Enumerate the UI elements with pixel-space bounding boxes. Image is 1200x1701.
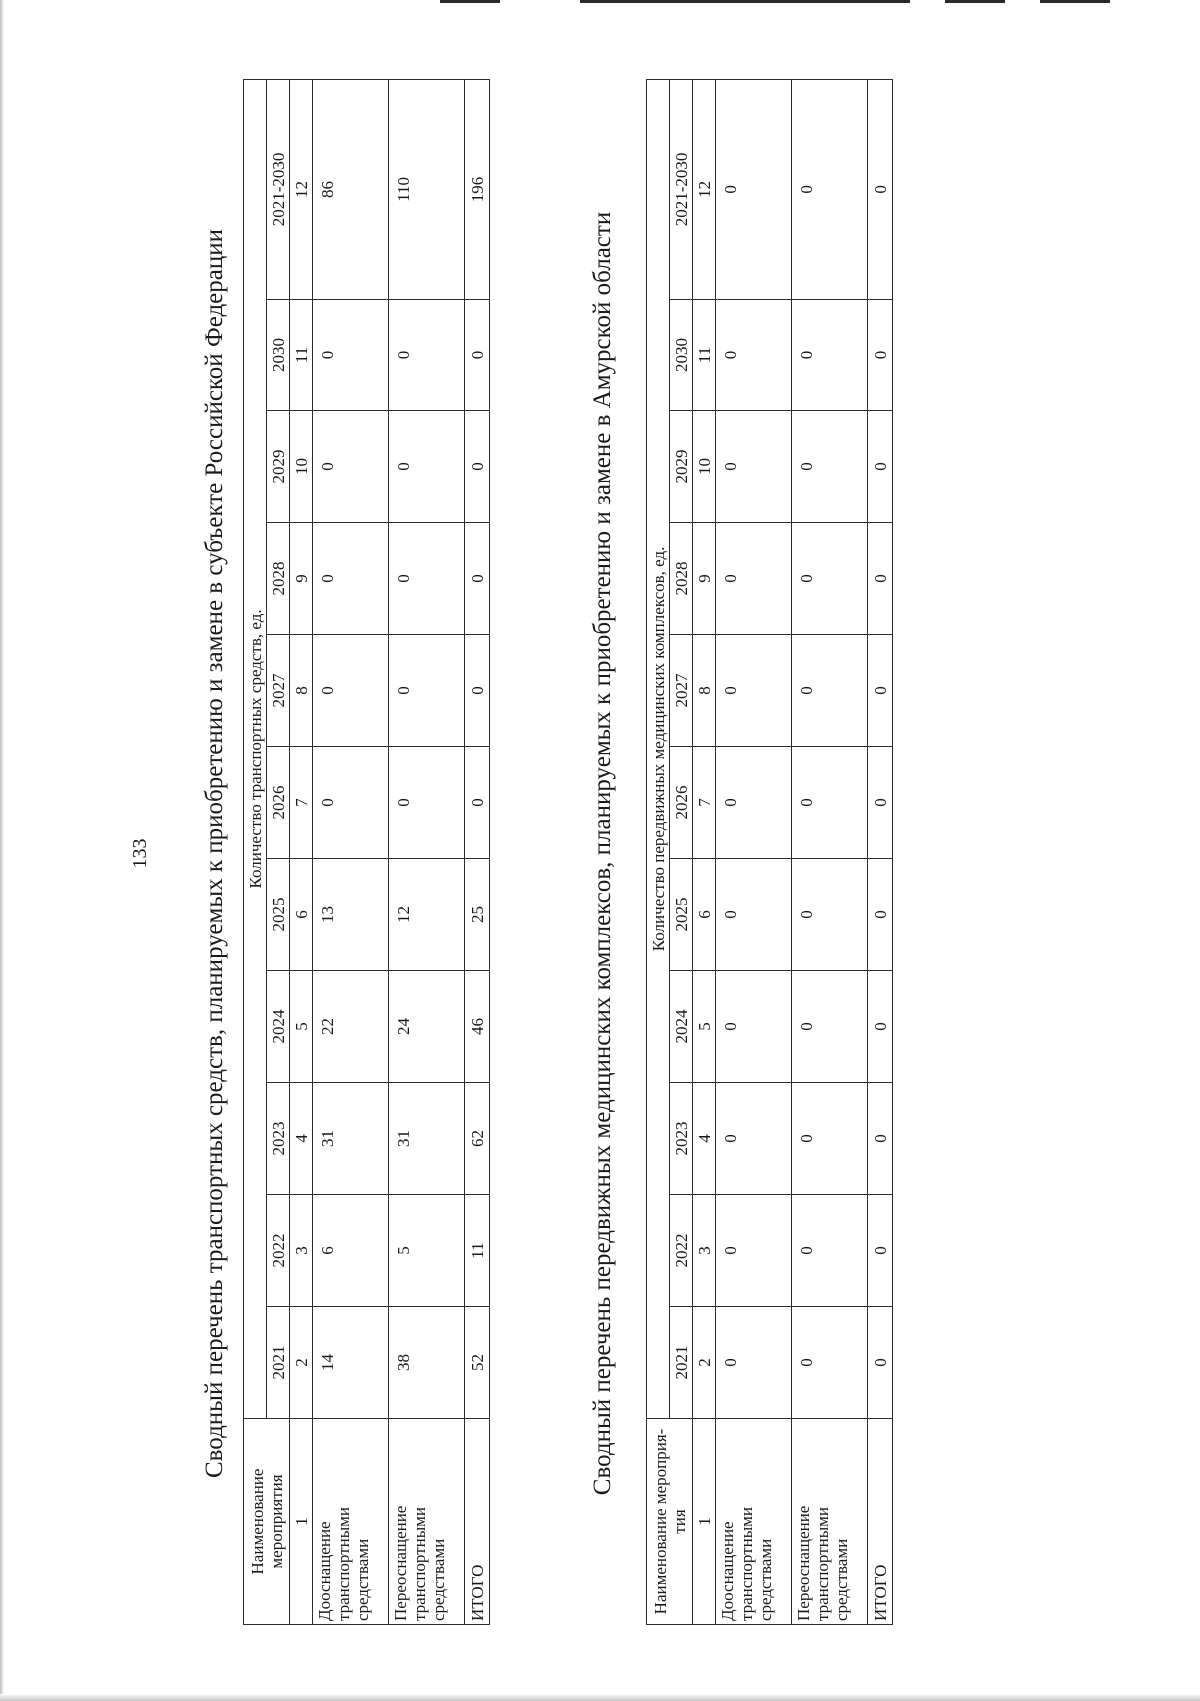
rotated-page bbox=[128, 82, 1200, 1625]
table2-column-number: 12 bbox=[693, 79, 716, 299]
table2-year-header: 2028 bbox=[670, 523, 693, 635]
table2-cell: 0 bbox=[868, 79, 893, 299]
table2-cell: 0 bbox=[716, 859, 792, 971]
table1-column-number: 11 bbox=[290, 300, 313, 411]
table1-name-header: Наименование мероприятия bbox=[244, 1419, 290, 1625]
table2-column-number: 2 bbox=[693, 1307, 716, 1419]
table2-group-header: Количество передвижных медицинских комплексов, ед. bbox=[647, 79, 670, 1418]
table2-cell: 0 bbox=[868, 1307, 893, 1419]
table2-column-number: 10 bbox=[693, 411, 716, 523]
table1-column-number: 8 bbox=[290, 635, 313, 747]
table2-cell: 0 bbox=[716, 635, 792, 747]
table2-year-header: 2022 bbox=[670, 1195, 693, 1307]
table1-year-header: 2030 bbox=[267, 300, 290, 411]
table1-row bbox=[313, 79, 389, 1624]
scan-top-mark bbox=[1040, 0, 1110, 3]
table1-cell: 38 bbox=[389, 1307, 465, 1419]
table1-cell: 196 bbox=[465, 79, 490, 299]
table2-cell: 0 bbox=[792, 523, 868, 635]
table1-cell: 22 bbox=[313, 971, 389, 1083]
table1-year-header: 2023 bbox=[267, 1083, 290, 1195]
table2-year-header: 2026 bbox=[670, 747, 693, 859]
table1-row bbox=[389, 79, 465, 1624]
table1-column-number: 3 bbox=[290, 1195, 313, 1307]
table2-year-header: 2030 bbox=[670, 300, 693, 411]
table1-cell: 5 bbox=[389, 1195, 465, 1307]
table2-row-label: Переоснащение транспортными средствами bbox=[792, 1419, 868, 1625]
table2-year-header: 2025 bbox=[670, 859, 693, 971]
table2-cell: 0 bbox=[716, 411, 792, 523]
table2-column-number: 8 bbox=[693, 635, 716, 747]
table1-cell: 0 bbox=[313, 747, 389, 859]
table2-year-header: 2021 bbox=[670, 1307, 693, 1419]
table2-cell: 0 bbox=[868, 411, 893, 523]
table2-row bbox=[792, 79, 868, 1624]
table2-cell: 0 bbox=[792, 1307, 868, 1419]
table2-cell: 0 bbox=[716, 523, 792, 635]
table2-cell: 0 bbox=[792, 79, 868, 299]
table1-row-label: Дооснащение транспортными средствами bbox=[313, 1419, 389, 1625]
table1-cell: 0 bbox=[313, 523, 389, 635]
table1-cell: 0 bbox=[313, 411, 389, 523]
table1-column-number: 9 bbox=[290, 523, 313, 635]
table2-cell: 0 bbox=[792, 747, 868, 859]
table2-column-number: 3 bbox=[693, 1195, 716, 1307]
table1-cell: 0 bbox=[313, 300, 389, 411]
table2-cell: 0 bbox=[868, 523, 893, 635]
table1-column-number: 5 bbox=[290, 971, 313, 1083]
table1-cell: 31 bbox=[389, 1083, 465, 1195]
table1-cell: 0 bbox=[389, 411, 465, 523]
scan-edge-bottom bbox=[0, 1694, 1200, 1701]
table1-row-label: Переоснащение транспортными средствами bbox=[389, 1419, 465, 1625]
table1-cell: 0 bbox=[465, 300, 490, 411]
table1-group-header: Количество транспортных средств, ед. bbox=[244, 79, 267, 1418]
table1-cell: 0 bbox=[389, 523, 465, 635]
table1 bbox=[243, 79, 490, 1625]
table2-cell: 0 bbox=[792, 411, 868, 523]
table1-cell: 25 bbox=[465, 859, 490, 971]
table2-cell: 0 bbox=[792, 971, 868, 1083]
table2-cell: 0 bbox=[792, 1083, 868, 1195]
table1-cell: 31 bbox=[313, 1083, 389, 1195]
table1-cell: 6 bbox=[313, 1195, 389, 1307]
table2-column-number: 7 bbox=[693, 747, 716, 859]
table1-column-number: 6 bbox=[290, 859, 313, 971]
scan-top-mark bbox=[440, 0, 500, 3]
table2-cell: 0 bbox=[716, 300, 792, 411]
scan-edge-left bbox=[0, 0, 4, 1701]
table1-year-header: 2029 bbox=[267, 411, 290, 523]
table2-column-number: 9 bbox=[693, 523, 716, 635]
table1-year-header: 2022 bbox=[267, 1195, 290, 1307]
table1-cell: 62 bbox=[465, 1083, 490, 1195]
table2-cell: 0 bbox=[716, 747, 792, 859]
table2-cell: 0 bbox=[792, 635, 868, 747]
table1-cell: 52 bbox=[465, 1307, 490, 1419]
table1-cell: 11 bbox=[465, 1195, 490, 1307]
table2-year-header: 2024 bbox=[670, 971, 693, 1083]
page-number: 133 bbox=[129, 838, 151, 869]
table1-cell: 0 bbox=[465, 635, 490, 747]
table2-title: Сводный перечень передвижных медицинских комплексов, планируемых к приобретению и замене в Амурской области bbox=[589, 211, 616, 1496]
table1-cell: 0 bbox=[313, 635, 389, 747]
table2-cell: 0 bbox=[792, 859, 868, 971]
table1-year-header: 2025 bbox=[267, 859, 290, 971]
table1-year-header: 2026 bbox=[267, 747, 290, 859]
table2-name-header: Наименование мероприя-тия bbox=[647, 1419, 693, 1625]
table2-cell: 0 bbox=[868, 747, 893, 859]
table2-cell: 0 bbox=[792, 300, 868, 411]
table2-cell: 0 bbox=[716, 79, 792, 299]
table1-cell: 0 bbox=[465, 747, 490, 859]
table2-cell: 0 bbox=[716, 971, 792, 1083]
scan-top-mark bbox=[945, 0, 1005, 3]
table1-column-number: 1 bbox=[290, 1419, 313, 1625]
table2-year-header: 2023 bbox=[670, 1083, 693, 1195]
table1-year-header: 2021 bbox=[267, 1307, 290, 1419]
table2-cell: 0 bbox=[716, 1083, 792, 1195]
table1-cell: 14 bbox=[313, 1307, 389, 1419]
table2-year-header: 2021-2030 bbox=[670, 79, 693, 299]
scan-top-mark bbox=[580, 0, 910, 3]
table2-year-header: 2027 bbox=[670, 635, 693, 747]
table1-column-number: 2 bbox=[290, 1307, 313, 1419]
table1-cell: 110 bbox=[389, 79, 465, 299]
table2-cell: 0 bbox=[868, 1195, 893, 1307]
table2 bbox=[646, 79, 893, 1625]
table1-cell: 46 bbox=[465, 971, 490, 1083]
table1-cell: 24 bbox=[389, 971, 465, 1083]
table2-cell: 0 bbox=[868, 1083, 893, 1195]
table2-column-number: 5 bbox=[693, 971, 716, 1083]
table1-year-header: 2024 bbox=[267, 971, 290, 1083]
table1-year-header: 2021-2030 bbox=[267, 79, 290, 299]
table2-row-label: ИТОГО bbox=[868, 1419, 893, 1625]
table2-cell: 0 bbox=[868, 635, 893, 747]
table1-cell: 13 bbox=[313, 859, 389, 971]
table2-cell: 0 bbox=[868, 300, 893, 411]
table2-column-number: 6 bbox=[693, 859, 716, 971]
table1-cell: 12 bbox=[389, 859, 465, 971]
table2-cell: 0 bbox=[716, 1195, 792, 1307]
table1-total-row bbox=[465, 79, 490, 1624]
table1-column-number: 12 bbox=[290, 79, 313, 299]
table1-title: Сводный перечень транспортных средств, планируемых к приобретению и замене в субъекте Российской Федерации bbox=[201, 228, 228, 1479]
table2-row bbox=[716, 79, 792, 1624]
table2-row-label: Дооснащение транспортными средствами bbox=[716, 1419, 792, 1625]
table2-cell: 0 bbox=[716, 1307, 792, 1419]
table1-cell: 0 bbox=[465, 411, 490, 523]
table2-column-number: 4 bbox=[693, 1083, 716, 1195]
table2-cell: 0 bbox=[868, 971, 893, 1083]
table2-cell: 0 bbox=[792, 1195, 868, 1307]
table1-column-number: 7 bbox=[290, 747, 313, 859]
table1-cell: 0 bbox=[389, 300, 465, 411]
table1-cell: 0 bbox=[389, 635, 465, 747]
table2-cell: 0 bbox=[868, 859, 893, 971]
table1-column-number: 4 bbox=[290, 1083, 313, 1195]
table2-total-row bbox=[868, 79, 893, 1624]
table1-cell: 86 bbox=[313, 79, 389, 299]
table2-year-header: 2029 bbox=[670, 411, 693, 523]
table1-year-header: 2027 bbox=[267, 635, 290, 747]
table2-column-number: 11 bbox=[693, 300, 716, 411]
table1-year-header: 2028 bbox=[267, 523, 290, 635]
table1-cell: 0 bbox=[389, 747, 465, 859]
table1-cell: 0 bbox=[465, 523, 490, 635]
table2-column-number: 1 bbox=[693, 1419, 716, 1625]
table1-row-label: ИТОГО bbox=[465, 1419, 490, 1625]
table1-column-number: 10 bbox=[290, 411, 313, 523]
